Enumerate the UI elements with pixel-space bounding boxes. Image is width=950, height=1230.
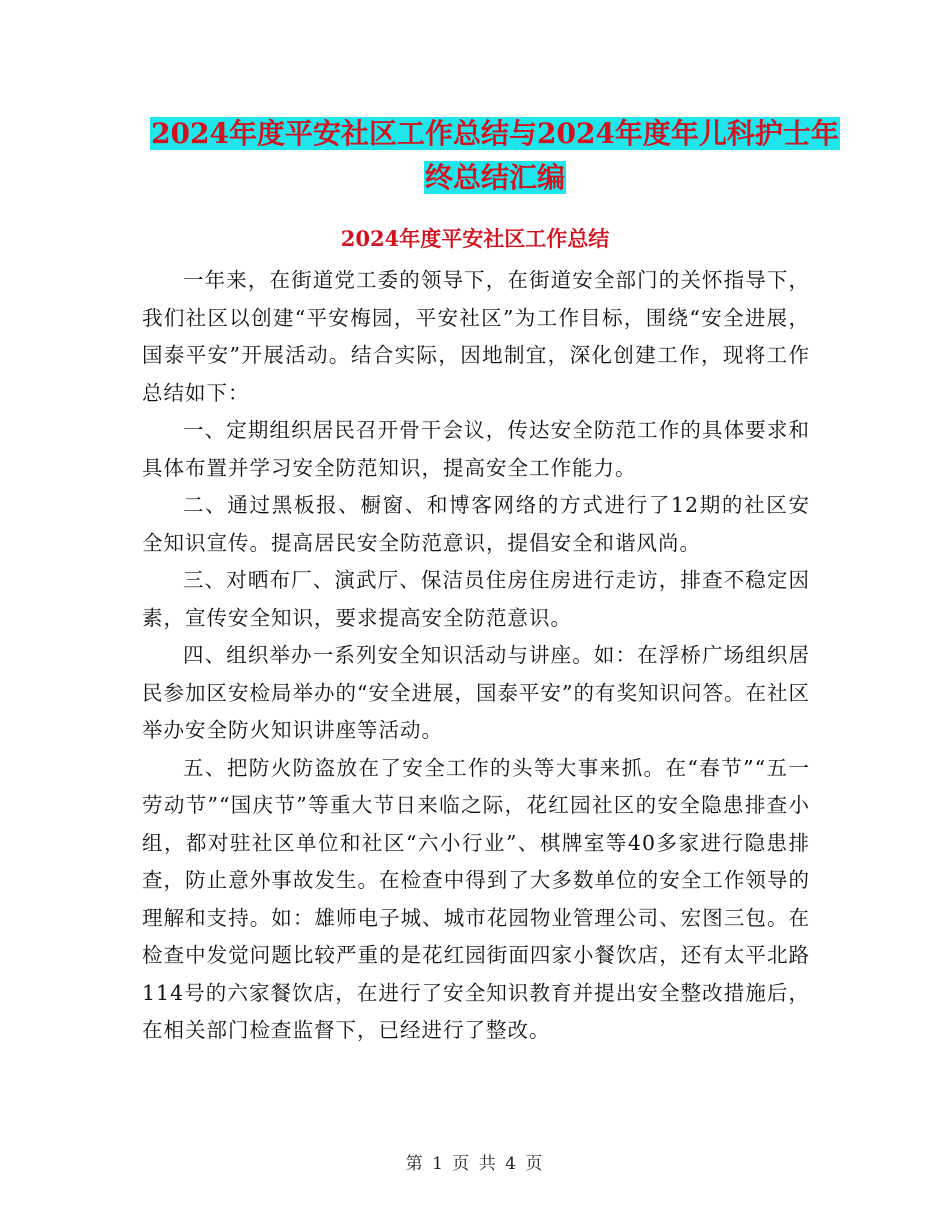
- document-title-text: 2024年度平安社区工作总结与2024年度年儿科护士年终总结汇编: [151, 117, 839, 194]
- paragraph-intro: 一年来，在街道党工委的领导下，在街道安全部门的关怀指导下，我们社区以创建“平安梅园，平安社区”为工作目标，围绕“安全进展，国泰平安”开展活动。结合实际，因地制宜，深化创建工作，现将工作总结如下：: [142, 268, 810, 405]
- document-title: [140, 112, 850, 200]
- page-number-footer: 第 1 页 共 4 页: [405, 1154, 545, 1174]
- paragraph-item-1: 一、定期组织居民召开骨干会议，传达安全防范工作的具体要求和具体布置并学习安全防范知识，提高安全工作能力。: [142, 418, 810, 480]
- paragraph-item-5: 五、把防火防盗放在了安全工作的头等大事来抓。在“春节”“五一劳动节”“国庆节”等重大节日来临之际，花红园社区的安全隐患排查小组，都对驻社区单位和社区“六小行业”、棋牌室等40多家进行隐患排查，防止意外事故发生。在检查中得到了大多数单位的安全工作领导的理解和支持。如：雄师电子城、城市花园物业管理公司、宏图三包。在检查中发觉问题比较严重的是花红园街面四家小餐饮店，还有太平北路114号的六家餐饮店，在进行了安全知识教育并提出安全整改措施后，在相关部门检查监督下，已经进行了整改。: [142, 755, 810, 1042]
- paragraph-item-2: 二、通过黑板报、橱窗、和博客网络的方式进行了12期的社区安全知识宣传。提高居民安全防范意识，提倡安全和谐风尚。: [142, 493, 810, 555]
- paragraph-item-3: 三、对晒布厂、演武厅、保洁员住房住房进行走访，排查不稳定因素，宣传安全知识，要求提高安全防范意识。: [142, 568, 810, 630]
- body-text: [142, 262, 810, 1050]
- paragraph-item-4: 四、组织举办一系列安全知识活动与讲座。如：在浮桥广场组织居民参加区安检局举办的“安全进展，国泰平安”的有奖知识问答。在社区举办安全防火知识讲座等活动。: [142, 643, 810, 742]
- section-heading: 2024年度平安社区工作总结: [340, 226, 610, 251]
